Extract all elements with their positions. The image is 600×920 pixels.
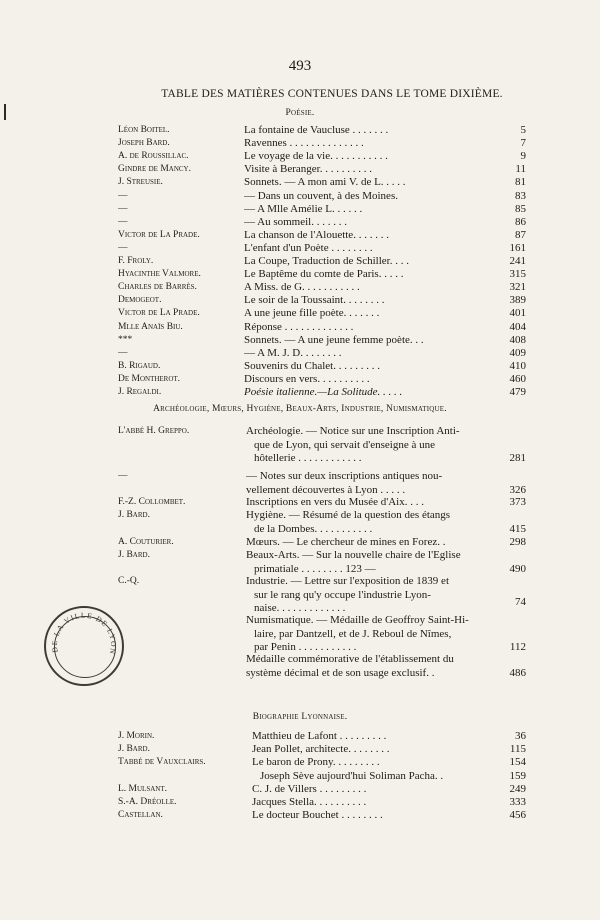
- author: —: [118, 216, 128, 227]
- page-ref: 409: [509, 346, 526, 359]
- entry-title: Le voyage de la vie. . . . . . . . . . .: [244, 150, 388, 163]
- author: J. Regaldi.: [118, 387, 162, 397]
- author: F.-Z. Collombet.: [118, 497, 186, 507]
- page-number: 493: [288, 58, 312, 74]
- page-ref: 74: [515, 596, 526, 609]
- author: A. de Roussillac.: [118, 151, 189, 162]
- entry-title: Sonnets. — A une jeune femme poète. . .: [244, 333, 424, 346]
- section-heading-biographie: Biographie Lyonnaise.: [252, 712, 348, 722]
- page-ref: 161: [509, 241, 526, 254]
- page-ref: 115: [509, 743, 526, 756]
- author: A. Couturier.: [118, 537, 174, 547]
- author: Hyacinthe Valmore.: [118, 269, 201, 280]
- entry-title: Jacques Stella. . . . . . . . . .: [252, 796, 367, 808]
- entry-title: Le Baptême du comte de Paris. . . . .: [244, 268, 404, 281]
- entry-line: primatiale . . . . . . . . 123 —: [254, 562, 376, 575]
- entry-title: Visite à Beranger. . . . . . . . . .: [244, 163, 372, 176]
- entry-title: L'enfant d'un Poète . . . . . . . .: [244, 241, 373, 254]
- entry-line: Numismatique. — Médaille de Geoffroy Saint-Hi-: [246, 614, 469, 626]
- svg-text:DE LA VILLE DE LYON: DE LA VILLE DE LYON: [49, 610, 119, 656]
- page-ref: 415: [509, 522, 526, 535]
- entry-line: Inscriptions en vers du Musée d'Aix. . . .: [246, 496, 424, 508]
- page-ref: 7: [520, 137, 526, 150]
- author: Castellan.: [118, 810, 163, 821]
- entry-title: Discours en vers. . . . . . . . . .: [244, 372, 370, 385]
- entry-line: Industrie. — Lettre sur l'exposition de 1839 et: [246, 575, 449, 587]
- page-ref: 479: [509, 386, 526, 398]
- entry-title: C. J. de Villers . . . . . . . . .: [252, 782, 367, 795]
- entry-title: Poésie italienne.—La Solitude. . . . .: [244, 386, 403, 398]
- section-heading-archeologie: Archéologie, Mœurs, Hygiène, Beaux-Arts, Industrie, Numismatique.: [153, 404, 447, 414]
- entry-title: A une jeune fille poète. . . . . . .: [244, 307, 380, 320]
- section-heading-poesie: Poésie.: [285, 108, 315, 118]
- page-ref: 408: [509, 333, 526, 346]
- page-ref: 5: [520, 124, 526, 136]
- author: ***: [118, 334, 133, 345]
- author: Demogeot.: [118, 295, 162, 306]
- entry-title: — Dans un couvent, à des Moines.: [244, 189, 398, 202]
- author: L. Mulsant.: [118, 783, 167, 794]
- page-ref: 456: [509, 809, 526, 822]
- entry-line: Archéologie. — Notice sur une Inscription Anti-: [246, 425, 460, 437]
- page-title: TABLE DES MATIÈRES CONTENUES DANS LE TOME DIXIÈME.: [161, 88, 503, 100]
- page-ref: 401: [509, 307, 526, 320]
- library-stamp: [44, 606, 124, 686]
- author: J. Bard.: [118, 550, 150, 560]
- page-ref: 326: [509, 483, 526, 496]
- author: L'abbé H. Greppo.: [118, 426, 190, 436]
- author: J. Bard.: [118, 510, 150, 520]
- page-ref: 86: [515, 215, 526, 228]
- page-ref: 460: [509, 372, 526, 385]
- entry-line: Médaille commémorative de l'établissement du: [246, 653, 454, 665]
- entry-line: par Penin . . . . . . . . . . .: [254, 641, 357, 654]
- page-ref: 404: [509, 320, 526, 333]
- page-ref: 373: [509, 496, 526, 508]
- page-ref: 87: [515, 228, 526, 241]
- entry-title: Matthieu de Lafont . . . . . . . . .: [252, 730, 387, 742]
- entry-line: — Notes sur deux inscriptions antiques nou-: [246, 470, 443, 482]
- page-ref: 389: [509, 294, 526, 307]
- page-ref: 11: [515, 163, 526, 176]
- entry-title: — Au sommeil. . . . . . .: [244, 215, 347, 228]
- author: J. Streusie.: [118, 177, 163, 188]
- page-ref: 333: [509, 796, 526, 808]
- entry-line: naise. . . . . . . . . . . . .: [254, 602, 346, 615]
- page-ref: 249: [509, 782, 526, 795]
- page-ref: 321: [509, 281, 526, 294]
- entry-line: système décimal et de son usage exclusif. .: [246, 666, 435, 679]
- author: Gindre de Mancy.: [118, 164, 191, 175]
- page-ref: 36: [515, 730, 526, 742]
- page-ref: 159: [509, 769, 526, 782]
- entry-title: Jean Pollet, architecte. . . . . . . .: [252, 743, 390, 756]
- author: De Montherot.: [118, 373, 181, 384]
- author: Mlle Anaïs Biu.: [118, 321, 183, 332]
- entry-line: de la Dombes. . . . . . . . . . .: [254, 522, 373, 535]
- entry-title: Sonnets. — A mon ami V. de L. . . . .: [244, 176, 406, 189]
- author: —: [118, 471, 128, 481]
- author: Victor de La Prade.: [118, 229, 200, 240]
- entry-line: hôtellerie . . . . . . . . . . . .: [254, 452, 362, 465]
- author: J. Morin.: [118, 731, 155, 741]
- author: —: [118, 203, 128, 214]
- page-ref: 154: [509, 756, 526, 769]
- entry-line: Beaux-Arts. — Sur la nouvelle chaire de l'Eglise: [246, 549, 461, 561]
- entry-title: Le soir de la Toussaint. . . . . . . .: [244, 294, 385, 307]
- entry-title: Souvenirs du Chalet. . . . . . . . .: [244, 359, 380, 372]
- page-ref: 298: [509, 536, 526, 548]
- author: B. Rigaud.: [118, 360, 161, 371]
- page-ref: 241: [509, 255, 526, 267]
- entry-line: vellement découvertes à Lyon . . . . .: [246, 483, 406, 496]
- author: Charles de Barrès.: [118, 282, 197, 293]
- entry-line: que de Lyon, qui servait d'enseigne à une: [254, 438, 435, 451]
- page-ref: 9: [520, 150, 526, 163]
- entry-title: Le baron de Prony. . . . . . . . .: [252, 756, 380, 769]
- page-ref: 315: [509, 268, 526, 281]
- page-ref: 281: [509, 452, 526, 465]
- author: Victor de La Prade.: [118, 308, 200, 319]
- entry-title: Réponse . . . . . . . . . . . . .: [244, 320, 354, 333]
- page-ref: 81: [515, 176, 526, 189]
- entry-title: La Coupe, Traduction de Schiller. . . .: [244, 255, 409, 267]
- entry-title: — A Mlle Amélie L. . . . . .: [244, 202, 363, 215]
- page-ref: 85: [515, 202, 526, 215]
- page-ref: 410: [509, 359, 526, 372]
- author: Tabbé de Vauxclairs.: [118, 757, 206, 768]
- entry-title: La fontaine de Vaucluse . . . . . . .: [244, 124, 389, 136]
- page-ref: 490: [509, 562, 526, 575]
- page-ref: 83: [515, 189, 526, 202]
- entry-line: sur le rang qu'y occupe l'industrie Lyon-: [254, 588, 431, 601]
- author: Léon Boitel.: [118, 125, 170, 135]
- author: —: [118, 190, 128, 201]
- entry-line: Hygiène. — Résumé de la question des étangs: [246, 509, 451, 521]
- entry-title: A Miss. de G. . . . . . . . . . .: [244, 281, 360, 294]
- entry-title: — A M. J. D. . . . . . . .: [244, 346, 342, 359]
- entry-title: Le docteur Bouchet . . . . . . . .: [252, 809, 383, 822]
- margin-mark: [4, 104, 6, 120]
- page-ref: 112: [509, 641, 526, 654]
- page-ref: 486: [509, 666, 526, 679]
- entry-line: Mœurs. — Le chercheur de mines en Forez. .: [246, 536, 446, 548]
- author: C.-Q.: [118, 576, 140, 586]
- author: —: [118, 347, 128, 358]
- author: S.-A. Dréolle.: [118, 797, 177, 807]
- author: Joseph Bard.: [118, 138, 170, 149]
- entry-title: La chanson de l'Alouette. . . . . . .: [244, 228, 389, 241]
- entry-title: Ravennes . . . . . . . . . . . . . .: [244, 137, 364, 150]
- author: F. Froly.: [118, 256, 154, 266]
- author: J. Bard.: [118, 744, 150, 755]
- author: —: [118, 242, 128, 253]
- entry-line: laire, par Dantzell, et de J. Reboul de Nîmes,: [254, 627, 452, 640]
- entry-title: Joseph Sève aujourd'hui Soliman Pacha. .: [260, 769, 444, 782]
